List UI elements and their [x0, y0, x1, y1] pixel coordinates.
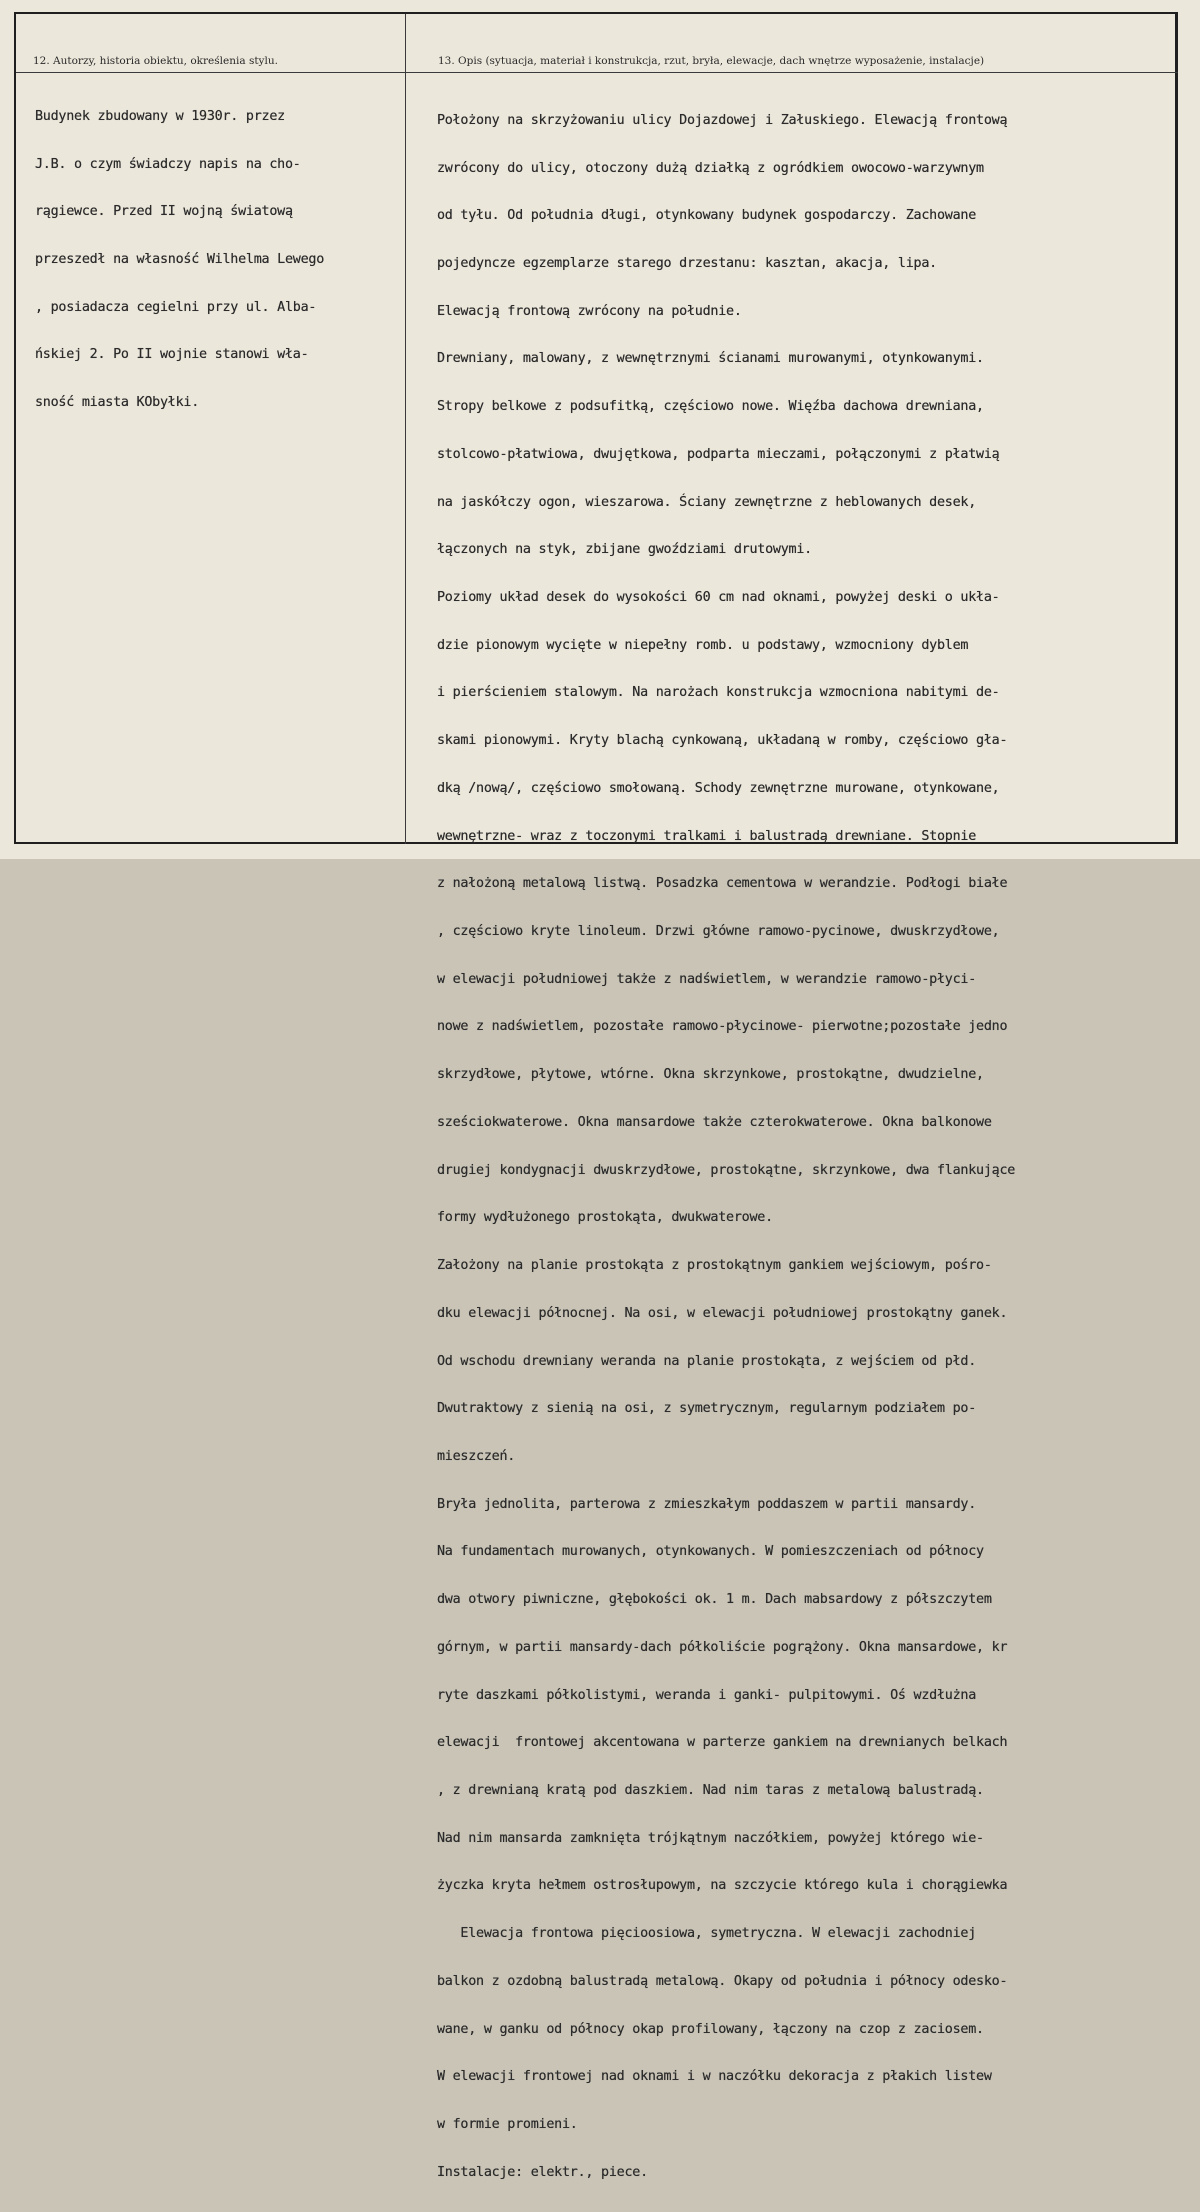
- description-line: w formie promieni.: [437, 2117, 578, 2132]
- description-line: od tyłu. Od południa długi, otynkowany budynek gospodarczy. Zachowane: [437, 208, 977, 224]
- description-line: sześciokwaterowe. Okna mansardowe także czterokwaterowe. Okna balkonowe: [437, 1114, 992, 1130]
- description-line: Założony na planie prostokąta z prostokątnym gankiem wejściowym, pośro-: [437, 1258, 992, 1274]
- description-line: Stropy belkowe z podsufitką, częściowo nowe. Więźba dachowa drewniana,: [437, 399, 984, 415]
- description-line: na jaskółczy ogon, wieszarowa. Ściany zewnętrzne z heblowanych desek,: [437, 494, 977, 510]
- description-line: nowe z nadświetlem, pozostałe ramowo-płycinowe- pierwotne;pozostałe jedno: [437, 1019, 1008, 1035]
- header-divider: [16, 72, 1178, 73]
- description-line: Instalacje: elektr., piece.: [437, 2164, 648, 2180]
- description-line: dku elewacji północnej. Na osi, w elewacji południowej prostokątny ganek.: [437, 1305, 1008, 1321]
- history-text: [35, 77, 324, 443]
- description-line: pojedyncze egzemplarze starego drzestanu: kasztan, akacja, lipa.: [437, 255, 937, 271]
- column-divider: [405, 14, 406, 844]
- history-line: ńskiej 2. Po II wojnie stanowi wła-: [35, 347, 309, 363]
- description-line: dwa otwory piwniczne, głębokości ok. 1 m. Dach mabsardowy z półszczytem: [437, 1592, 992, 1608]
- description-line: Położony na skrzyżowaniu ulicy Dojazdowej i Załuskiego. Elewacją frontową: [437, 112, 1008, 128]
- description-line: zwrócony do ulicy, otoczony dużą działką z ogródkiem owocowo-warzywnym: [437, 160, 984, 176]
- description-line: W elewacji frontowej nad oknami i w naczółku dekoracja z płakich listew: [437, 2069, 992, 2085]
- description-line: balkon z ozdobną balustradą metalową. Okapy od południa i północy odesko-: [437, 1973, 1008, 1989]
- description-line: Elewacja frontowa pięcioosiowa, symetryczna. W elewacji zachodniej: [437, 1926, 977, 1942]
- description-line: Na fundamentach murowanych, otynkowanych. W pomieszczeniach od północy: [437, 1544, 984, 1560]
- history-line: J.B. o czym świadczy napis na cho-: [35, 156, 301, 172]
- description-line: Bryła jednolita, parterowa z zmieszkałym poddaszem w partii mansardy.: [437, 1496, 977, 1512]
- description-line: , z drewnianą kratą pod daszkiem. Nad nim taras z metalową balustradą.: [437, 1782, 984, 1798]
- description-line: dką /nową/, częściowo smołowaną. Schody zewnętrzne murowane, otynkowane,: [437, 780, 1000, 796]
- section-12-header: 12. Autorzy, historia obiektu, określenia stylu.: [33, 55, 278, 67]
- description-line: wane, w ganku od północy okap profilowany, łączony na czop z zaciosem.: [437, 2021, 984, 2037]
- description-line: elewacji frontowej akcentowana w parterze gankiem na drewnianych belkach: [437, 1735, 1008, 1751]
- description-line: Drewniany, malowany, z wewnętrznymi ścianami murowanymi, otynkowanymi.: [437, 351, 984, 367]
- history-line: rągiewce. Przed II wojną światową: [35, 204, 293, 220]
- section-13-header: 13. Opis (sytuacja, materiał i konstrukcja, rzut, bryła, elewacje, dach wnętrze wyposażenie, instalacje): [438, 55, 985, 67]
- description-line: dzie pionowym wycięte w niepełny romb. u podstawy, wzmocniony dyblem: [437, 637, 969, 653]
- description-line: łączonych na styk, zbijane gwoździami drutowymi.: [437, 542, 812, 558]
- description-line: mieszczeń.: [437, 1448, 516, 1464]
- description-line: , częściowo kryte linoleum. Drzwi główne ramowo-pycinowe, dwuskrzydłowe,: [437, 924, 1000, 940]
- description-line: skami pionowymi. Kryty blachą cynkowaną, układaną w romby, częściowo gła-: [437, 733, 1008, 749]
- description-line: ryte daszkami półkolistymi, weranda i ganki- pulpitowymi. Oś wzdłużna: [437, 1687, 977, 1703]
- description-line: Od wschodu drewniany weranda na planie prostokąta, z wejściem od płd.: [437, 1353, 977, 1369]
- description-line: w elewacji południowej także z nadświetlem, w werandzie ramowo-płyci-: [437, 971, 977, 987]
- description-line: i pierścieniem stalowym. Na narożach konstrukcja wzmocniona nabitymi de-: [437, 685, 1000, 701]
- description-line: formy wydłużonego prostokąta, dwukwaterowe.: [437, 1210, 773, 1226]
- description-line: z nałożoną metalową listwą. Posadzka cementowa w werandzie. Podłogi białe: [437, 876, 1008, 892]
- description-line: górnym, w partii mansardy-dach półkoliście pogrążony. Okna mansardowe, kr: [437, 1639, 1008, 1655]
- description-line: drugiej kondygnacji dwuskrzydłowe, prostokątne, skrzynkowe, dwa flankujące: [437, 1162, 1016, 1178]
- history-line: , posiadacza cegielni przy ul. Alba-: [35, 299, 317, 315]
- description-text: [437, 81, 1015, 2212]
- history-line: sność miasta KObyłki.: [35, 395, 200, 411]
- description-line: Poziomy układ desek do wysokości 60 cm nad oknami, powyżej deski o ukła-: [437, 590, 1000, 605]
- description-line: wewnętrzne- wraz z toczonymi tralkami i balustradą drewniane. Stopnie: [437, 828, 977, 844]
- description-line: życzka kryta hełmem ostrosłupowym, na szczycie którego kula i chorągiewka: [437, 1878, 1008, 1894]
- history-line: Budynek zbudowany w 1930r. przez: [35, 108, 285, 124]
- description-line: skrzydłowe, płytowe, wtórne. Okna skrzynkowe, prostokątne, dwudzielne,: [437, 1067, 984, 1083]
- history-line: przeszedł na własność Wilhelma Lewego: [35, 251, 325, 267]
- description-line: Nad nim mansarda zamknięta trójkątnym naczółkiem, powyżej którego wie-: [437, 1830, 984, 1846]
- description-line: Elewacją frontową zwrócony na południe.: [437, 303, 742, 319]
- description-line: Dwutraktowy z sienią na osi, z symetrycznym, regularnym podziałem po-: [437, 1401, 977, 1417]
- description-line: stolcowo-płatwiowa, dwujętkowa, podparta mieczami, połączonymi z płatwią: [437, 446, 1000, 462]
